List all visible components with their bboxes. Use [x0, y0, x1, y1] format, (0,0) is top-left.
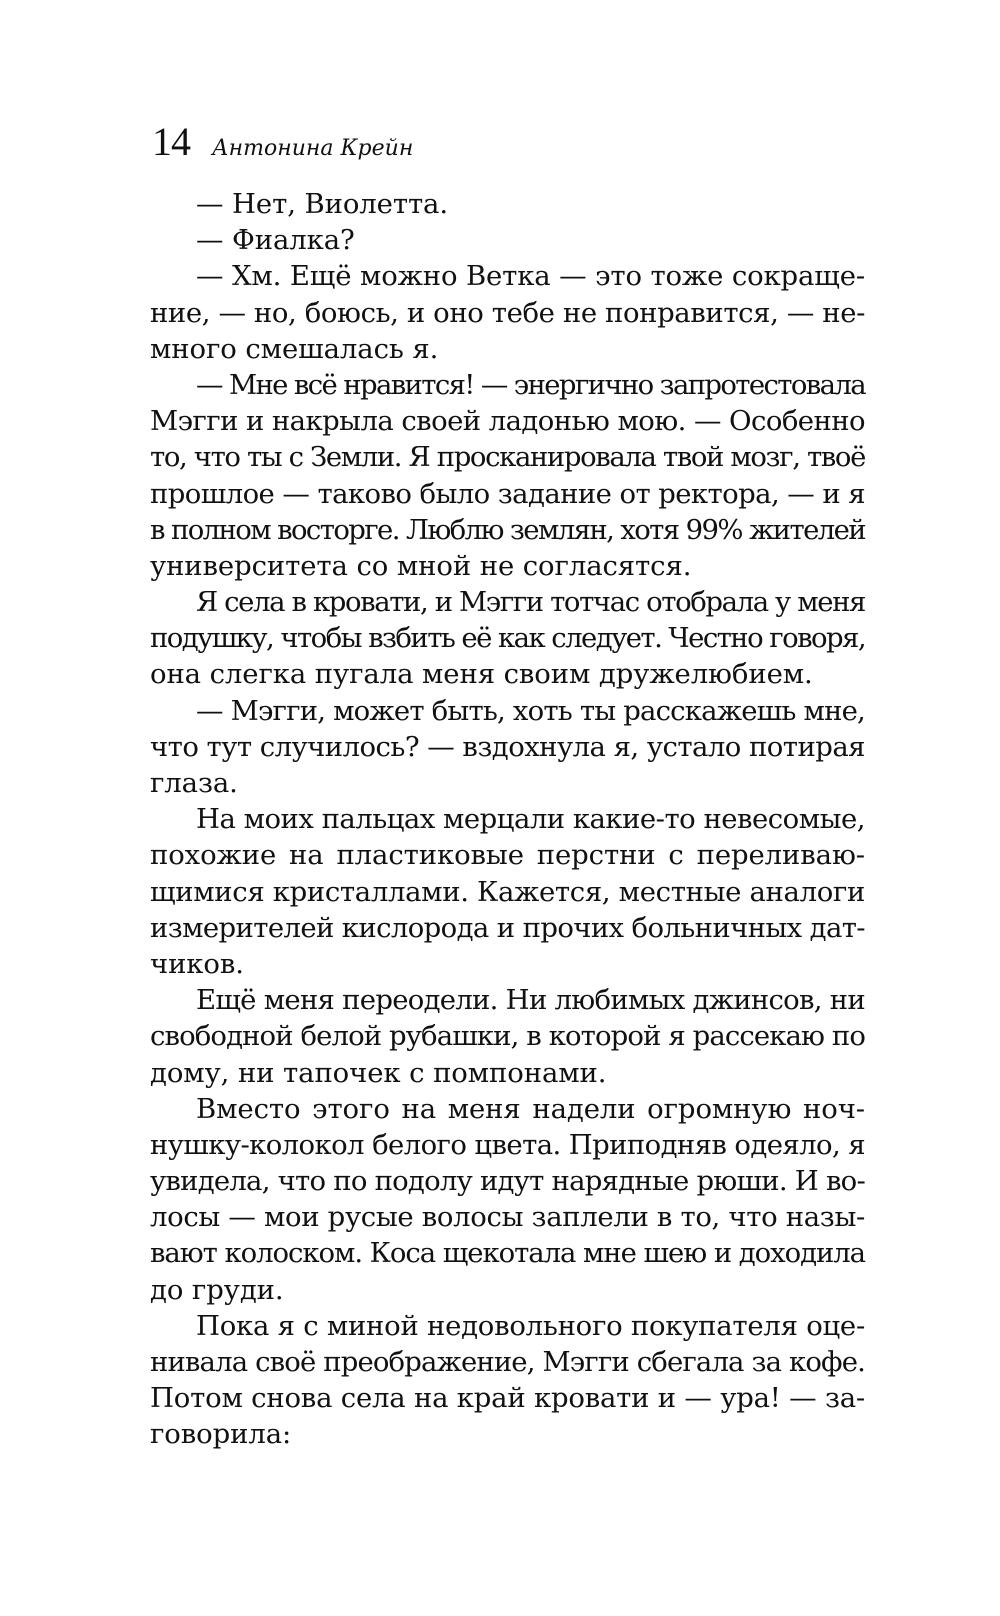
text-line: в полном восторге. Люблю землян, хотя 99% жителей [150, 513, 865, 546]
running-title-author: Антонина Крейн [212, 136, 414, 161]
text-line: Мэгги и накрыла своей ладонью мою. — Особенно [150, 405, 865, 438]
text-line: — Нет, Виолетта. [196, 188, 448, 220]
text-line: то, что ты с Земли. Я просканировала твой мозг, твоё [150, 441, 865, 474]
text-line: университета со мной не согласятся. [150, 549, 692, 582]
text-line: — Мне всё нравится! — энергично запротестовала [196, 368, 865, 401]
paragraph [150, 258, 865, 367]
text-line: ние, — но, боюсь, и оно тебе не понравится, — не- [150, 296, 865, 329]
paragraph [150, 1091, 865, 1308]
paragraph [150, 693, 865, 802]
text-line: вают колоском. Коса щекотала мне шею и доходила [150, 1237, 865, 1270]
paragraph [150, 584, 865, 693]
page-header [152, 118, 413, 173]
text-line: Я села в кровати, и Мэгги тотчас отобрала у меня [196, 586, 865, 619]
text-line: лосы — мои русые волосы заплели в то, что назы- [150, 1201, 865, 1234]
text-line: свободной белой рубашки, в которой я рассекаю по [150, 1020, 865, 1053]
text-line: глаза. [150, 767, 238, 799]
text-line: дому, ни тапочек с помпонами. [150, 1056, 607, 1089]
text-line: увидела, что по подолу идут нарядные рюши. И во- [150, 1165, 865, 1198]
paragraph [150, 801, 865, 982]
text-line: похожие на пластиковые перстни с переливаю- [150, 839, 865, 872]
text-line: нивала своё преображение, Мэгги сбегала за кофе. [150, 1346, 865, 1378]
text-line: много смешалась я. [150, 332, 439, 365]
text-line: — Фиалка? [196, 224, 355, 257]
text-line: она слегка пугала меня своим дружелюбием. [150, 658, 813, 691]
text-line: чиков. [150, 947, 244, 980]
paragraph [150, 222, 865, 258]
text-line: прошлое — таково было задание от ректора, — и я [150, 477, 865, 510]
text-line: — Мэгги, может быть, хоть ты расскажешь мне, [196, 694, 865, 727]
text-line: до груди. [150, 1273, 284, 1306]
text-line: Ещё меня переодели. Ни любимых джинсов, ни [196, 984, 865, 1017]
paragraph [150, 1308, 865, 1453]
text-line: говорила: [150, 1418, 292, 1451]
page-number: 14 [152, 119, 190, 164]
body-text [150, 186, 865, 1453]
text-line: подушку, чтобы взбить её как следует. Честно говоря, [150, 622, 865, 655]
text-line: На моих пальцах мерцали какие-то невесомые, [196, 803, 865, 836]
text-line: щимися кристаллами. Кажется, местные аналоги [150, 875, 865, 908]
text-line: Вместо этого на меня надели огромную ноч- [196, 1092, 865, 1125]
text-line: измерителей кислорода и прочих больничных дат- [150, 911, 865, 944]
paragraph [150, 982, 865, 1091]
text-line: — Хм. Ещё можно Ветка — это тоже сокраще- [196, 260, 865, 293]
text-line: Пока я с миной недовольного покупателя оце- [196, 1309, 865, 1342]
text-line: Потом снова села на край кровати и — ура! — за- [150, 1382, 865, 1415]
paragraph [150, 186, 865, 222]
text-line: что тут случилось? — вздохнула я, устало потирая [150, 730, 865, 763]
paragraph [150, 367, 865, 584]
text-line: нушку-колокол белого цвета. Приподняв одеяло, я [150, 1128, 865, 1161]
